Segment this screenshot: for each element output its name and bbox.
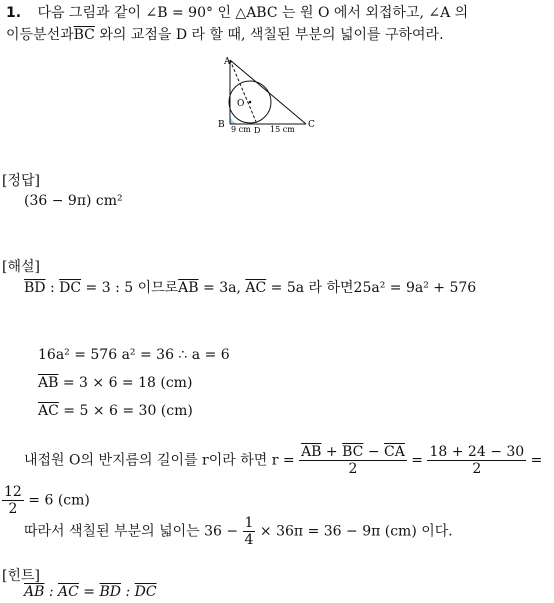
explanation-line-3: [38, 375, 192, 391]
frac-1-den: 2: [348, 461, 358, 478]
frac-minus: −: [363, 444, 385, 460]
radius-text: 내접원 O의 반지름의 길이를 r이라 하면 r =: [24, 452, 295, 469]
frac-2-den: 2: [472, 461, 482, 478]
ab-def: = 3a,: [198, 280, 246, 296]
hint-bd: $\overline{BD}$: [99, 584, 122, 600]
ac-value: = 5 × 6 = 30 (cm): [58, 403, 193, 419]
frac-ab: $\overline{AB}$: [301, 444, 322, 460]
eq-sign-2: =: [530, 452, 543, 469]
problem-text-1: 다음 그림과 같이 ∠B = 90° 인 △ABC 는 원 O 에서 외접하고, ∠A 의: [37, 5, 469, 21]
answer-header: [정답]: [2, 173, 40, 189]
seg-ac-2: $\overline{AC}$: [38, 403, 59, 419]
area-text-2: × 36π = 36 − 9π (cm) 이다.: [259, 523, 453, 540]
seg-bd: $\overline{BD}$: [24, 280, 46, 296]
radius-fraction-2: [427, 444, 526, 477]
quarter-fraction: [243, 515, 256, 548]
problem-line-1: [6, 2, 468, 22]
hint-ab: $\overline{AB}$: [24, 584, 45, 600]
frac-2-num: 18 + 24 − 30: [429, 444, 525, 460]
hint-header: [힌트]: [2, 568, 40, 584]
ab-value: = 3 × 6 = 18 (cm): [58, 375, 193, 391]
radius-fraction-1: [299, 444, 407, 477]
ratio-sep: :: [45, 280, 60, 296]
explanation-line-5: [24, 444, 542, 477]
label-b: B: [218, 120, 225, 130]
explanation-line-4: [38, 403, 193, 419]
radius-fraction-3: [2, 484, 24, 517]
triangle-diagram: [210, 52, 325, 137]
problem-text-2b: 와의 교점을 D 라 할 때, 색칠된 부분의 넓이를 구하여라.: [94, 27, 444, 43]
hint-dc: $\overline{DC}$: [134, 584, 157, 600]
seg-ac: $\overline{AC}$: [245, 280, 267, 296]
seg-dc: $\overline{DC}$: [59, 280, 82, 296]
label-bd-length: 9 cm: [231, 125, 251, 134]
hint-sep-2: :: [121, 584, 135, 600]
frac-plus: +: [321, 444, 343, 460]
hint-eq: =: [78, 584, 100, 600]
label-d: D: [254, 126, 261, 135]
label-o: O: [237, 99, 245, 109]
problem-number: 1.: [6, 5, 22, 21]
area-text-1: 따라서 색칠된 부분의 넓이는 36 −: [24, 523, 239, 540]
hint-sep-1: :: [44, 584, 59, 600]
frac-ca: $\overline{CA}$: [384, 444, 405, 460]
frac-bc: $\overline{BC}$: [342, 444, 364, 460]
equation-1: = 5a 라 하면25a² = 9a² + 576: [266, 280, 477, 296]
frac-4-den: 4: [244, 532, 254, 549]
explanation-line-2: 16a² = 576 a² = 36 ∴ a = 6: [38, 347, 230, 363]
frac-4-num: 1: [244, 515, 254, 531]
radius-result: = 6 (cm): [28, 492, 90, 509]
explanation-line-7: [24, 515, 453, 548]
ratio-text: = 3 : 5 이므로: [81, 280, 179, 296]
problem-segment-bc: $\overline{BC}$: [73, 27, 95, 43]
explanation-header: [해설]: [2, 259, 40, 275]
eq-sign-1: =: [411, 452, 424, 469]
seg-ab-2: $\overline{AB}$: [38, 375, 59, 391]
explanation-line-6: [2, 484, 90, 517]
label-a: A: [224, 57, 231, 67]
problem-text-2a: 이등분선과: [6, 27, 74, 43]
label-dc-length: 15 cm: [270, 125, 295, 134]
bisector-line: [230, 60, 257, 124]
frac-3-num: 12: [4, 484, 22, 500]
frac-3-den: 2: [8, 501, 18, 518]
hint-line: [24, 584, 157, 600]
problem-line-2: [6, 24, 444, 44]
seg-ab: $\overline{AB}$: [178, 280, 199, 296]
explanation-line-1: [24, 277, 476, 297]
answer-value: (36 − 9π) cm²: [24, 193, 123, 209]
hint-ac: $\overline{AC}$: [58, 584, 79, 600]
label-c: C: [308, 120, 315, 130]
